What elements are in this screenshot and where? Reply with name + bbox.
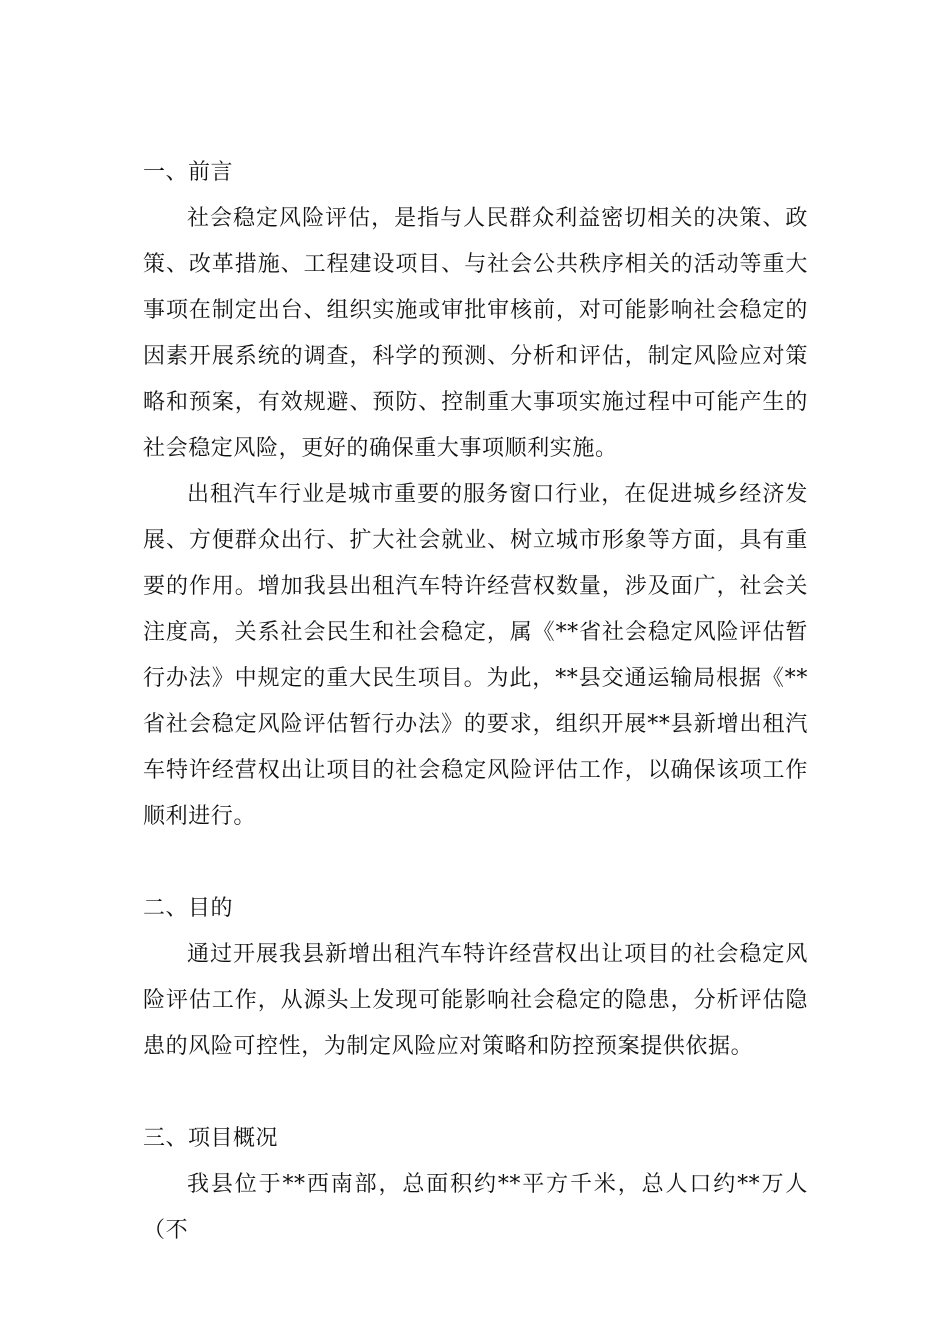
section-heading: 二、目的 [143, 896, 234, 921]
section-purpose [143, 886, 808, 1070]
paragraph: 我县位于**西南部，总面积约**平方千米，总人口约**万人（不 [143, 1172, 808, 1243]
section-spacer [143, 1070, 808, 1116]
paragraph: 出租汽车行业是城市重要的服务窗口行业，在促进城乡经济发展、方便群众出行、扩大社会就业、树立城市形象等方面，具有重要的作用。增加我县出租汽车特许经营权数量，涉及面广，社会关注度高，关系社会民生和社会稳定，属《**省社会稳定风险评估暂行办法》中规定的重大民生项目。为此，**县交通运输局根据《**省社会稳定风险评估暂行办法》的要求，组织开展**县新增出租汽车特许经营权出让项目的社会稳定风险评估工作，以确保该项工作顺利进行。 [143, 482, 808, 829]
paragraph: 社会稳定风险评估，是指与人民群众利益密切相关的决策、政策、改革措施、工程建设项目、与社会公共秩序相关的活动等重大事项在制定出台、组织实施或审批审核前，对可能影响社会稳定的因素开展系统的调查，科学的预测、分析和评估，制定风险应对策略和预案，有效规避、预防、控制重大事项实施过程中可能产生的社会稳定风险，更好的确保重大事项顺利实施。 [143, 206, 808, 461]
document-body [143, 150, 808, 1254]
section-foreword [143, 150, 808, 840]
section-heading: 一、前言 [143, 160, 234, 185]
section-heading: 三、项目概况 [143, 1126, 279, 1151]
section-overview [143, 1116, 808, 1254]
paragraph: 通过开展我县新增出租汽车特许经营权出让项目的社会稳定风险评估工作，从源头上发现可能影响社会稳定的隐患，分析评估隐患的风险可控性，为制定风险应对策略和防控预案提供依据。 [143, 942, 808, 1059]
section-spacer [143, 840, 808, 886]
